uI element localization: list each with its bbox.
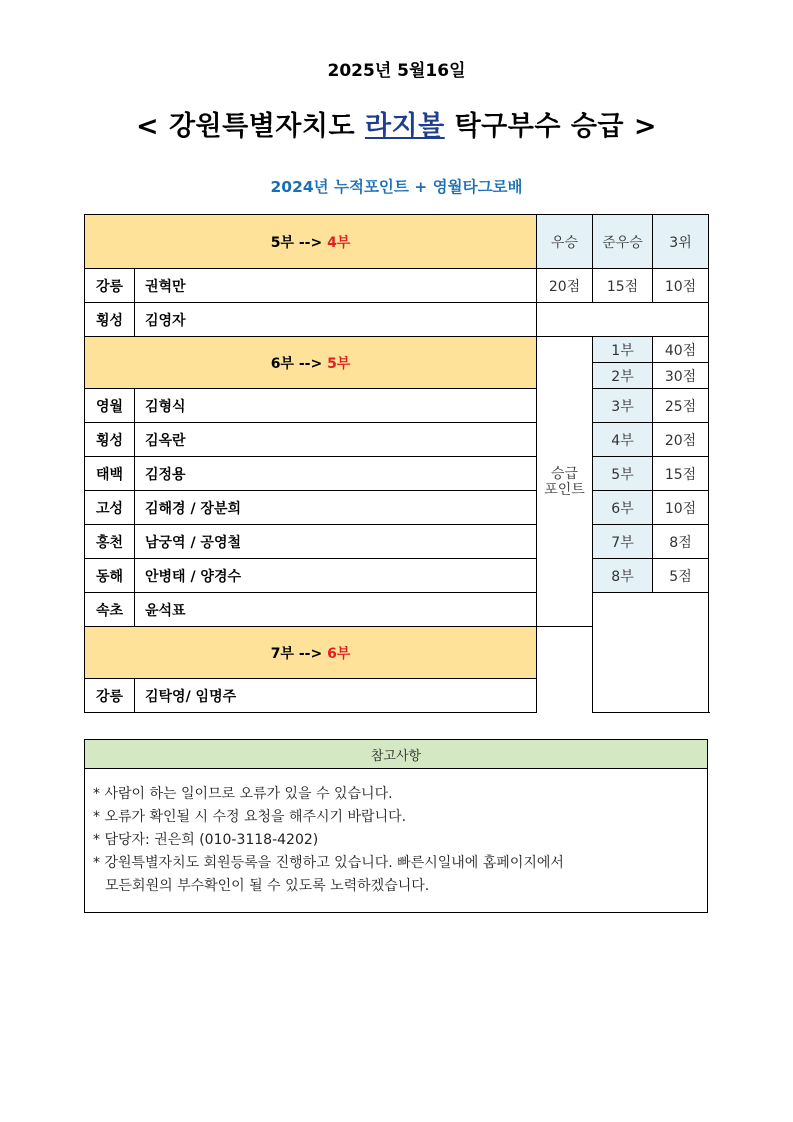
member-region: 강릉 [85,269,135,303]
promotion-points-label [537,337,593,627]
section-to: 5부 [327,355,351,372]
points-third-place: 10점 [653,269,709,303]
note-line: * 담당자: 권은희 (010-3118-4202) [93,832,319,848]
member-region: 강릉 [85,679,135,713]
member-names: 김정용 [135,457,537,491]
member-names: 권혁만 [135,269,537,303]
note-line: * 사람이 하는 일이므로 오류가 있을 수 있습니다. [93,786,393,802]
grade-label: 3부 [593,389,653,423]
member-names: 김해경 / 장분희 [135,491,537,525]
header-third-place: 3위 [653,215,709,269]
member-region: 속초 [85,593,135,627]
empty-cell [593,593,709,713]
member-region: 횡성 [85,423,135,457]
grade-label: 7부 [593,525,653,559]
grade-label: 4부 [593,423,653,457]
section-from: 6부 --> [270,355,328,372]
grade-points: 5점 [653,559,709,593]
grade-points: 40점 [653,337,709,363]
grade-points: 10점 [653,491,709,525]
section-header [85,215,537,269]
grade-points: 30점 [653,363,709,389]
grade-points: 8점 [653,525,709,559]
page-title [0,104,793,143]
section-to: 4부 [327,234,351,251]
member-names: 윤석표 [135,593,537,627]
member-names: 김형식 [135,389,537,423]
grade-label: 8부 [593,559,653,593]
member-region: 홍천 [85,525,135,559]
member-region: 횡성 [85,303,135,337]
header-second-place: 준우승 [593,215,653,269]
header-first-place: 우승 [537,215,593,269]
points-first-place: 20점 [537,269,593,303]
notes-box [84,739,708,913]
notes-body [85,769,708,913]
member-names: 김옥란 [135,423,537,457]
note-line: 모든회원의 부수확인이 될 수 있도록 노력하겠습니다. [105,878,430,894]
member-region: 동해 [85,559,135,593]
member-names: 남궁역 / 공영철 [135,525,537,559]
document-date: 2025년 5월16일 [327,61,466,81]
grade-points: 25점 [653,389,709,423]
grade-label: 1부 [593,337,653,363]
section-to: 6부 [327,645,351,662]
member-names: 김탁영/ 임명주 [135,679,537,713]
title-suffix: 탁구부수 승급 > [444,111,658,142]
title-prefix: < 강원특별자치도 [135,111,365,142]
grade-points: 20점 [653,423,709,457]
empty-cell [537,303,709,337]
promotion-points-label-line: 승급 [550,465,579,482]
notes-heading: 참고사항 [85,740,708,769]
subtitle: 2024년 누적포인트 + 영월타그로배 [270,178,523,196]
member-names: 안병태 / 양경수 [135,559,537,593]
member-region: 태백 [85,457,135,491]
member-region: 고성 [85,491,135,525]
points-second-place: 15점 [593,269,653,303]
grade-points: 15점 [653,457,709,491]
section-header [85,627,537,679]
grade-label: 6부 [593,491,653,525]
member-names: 김영자 [135,303,537,337]
grade-label: 2부 [593,363,653,389]
section-from: 5부 --> [270,234,328,251]
section-header [85,337,537,389]
note-line: * 오류가 확인될 시 수정 요청을 해주시기 바랍니다. [93,809,407,825]
promotion-points-label-line: 포인트 [544,481,585,498]
title-highlight: 라지볼 [364,111,445,142]
section-from: 7부 --> [270,645,328,662]
grade-label: 5부 [593,457,653,491]
member-region: 영월 [85,389,135,423]
promotion-table [84,214,709,713]
note-line: * 강원특별자치도 회원등록을 진행하고 있습니다. 빠른시일내에 홈페이지에서 [93,855,564,871]
